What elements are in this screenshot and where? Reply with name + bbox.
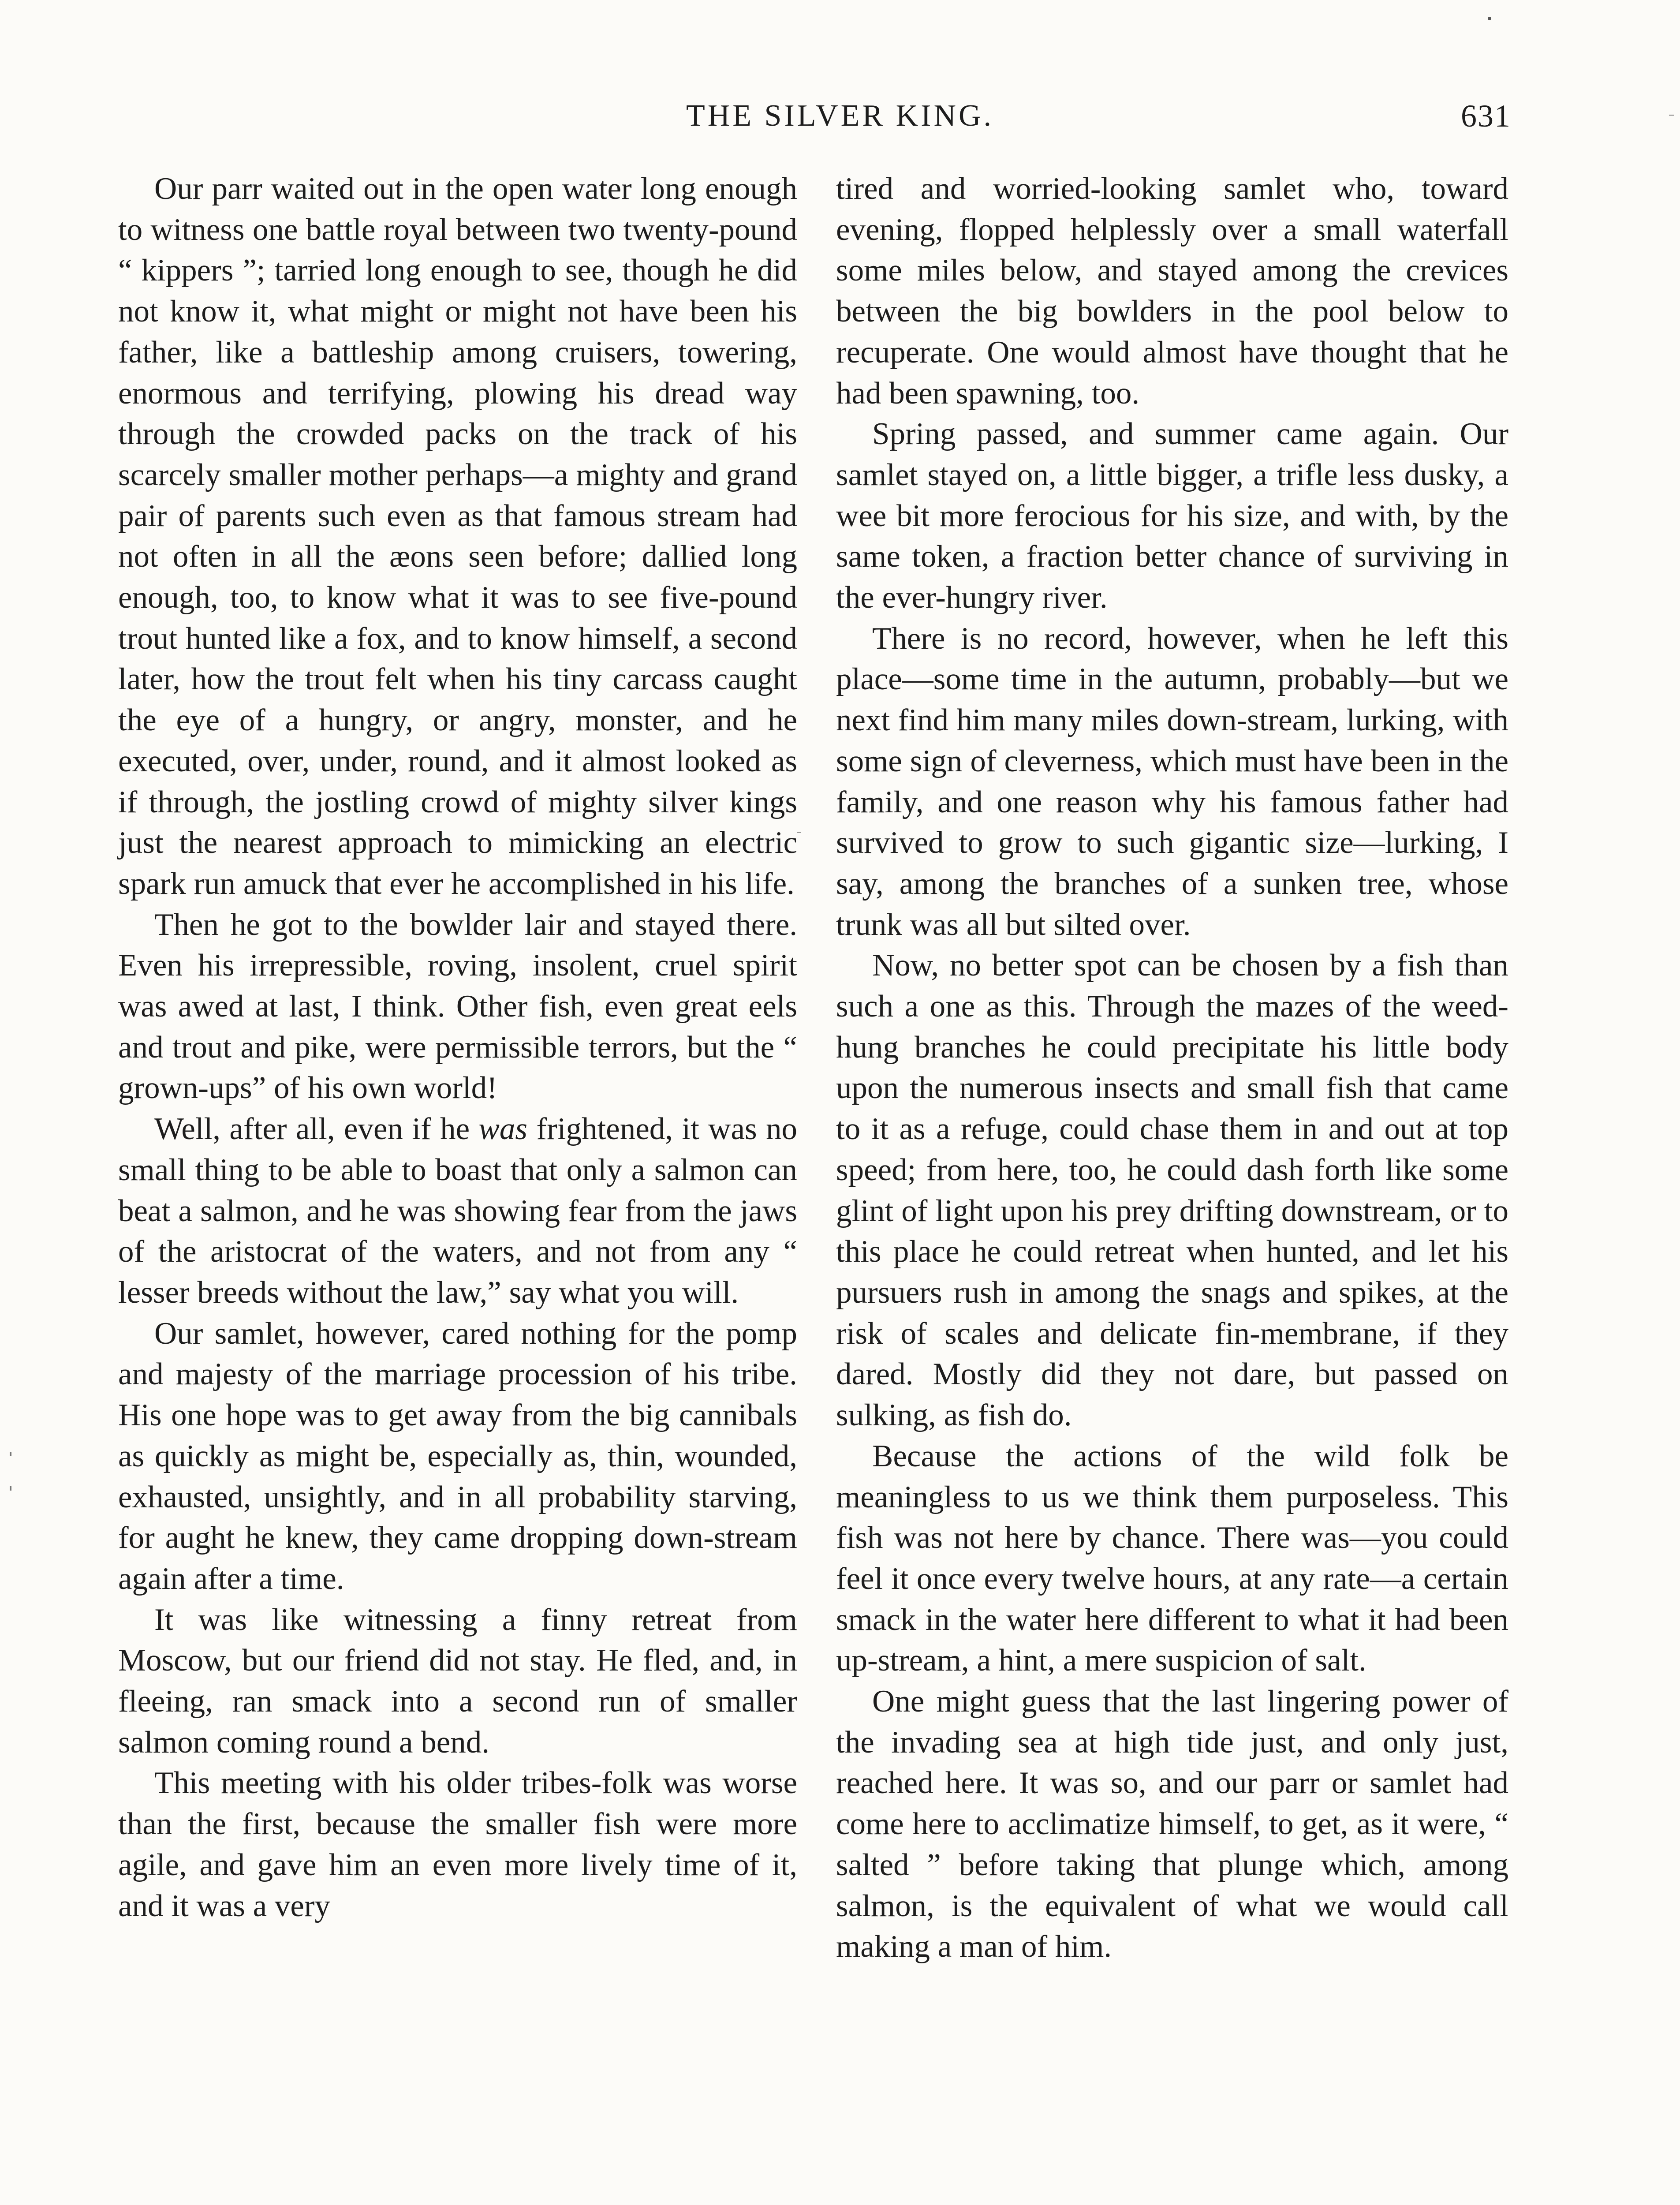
paragraph-finny-retreat: It was like witnessing a finny retreat from Moscow, but our friend did not stay. He fled, and, in fleeing, ran smack into a second run of smaller salmon coming round a bend. [118,1602,797,1760]
paragraph-samlet-cared: Our samlet, however, cared nothing for the pomp and majesty of the marriage procession of his tribe. His one hope was to get away from the big cannibals as quickly as might be, especially as, thin, wounded, exhausted, unsightly, and in all probability starving, for aught he knew, they came dropping down-stream again after a time. [118,1316,797,1596]
paragraph-no-record: There is no record, however, when he left this place—some time in the autumn, probably—but we next find him many miles down-stream, lurking, with some sign of cleverness, which must have been in the family, and one reason why his famous father had survived to grow to such gigantic size—lurking, I say, among the branches of a sunken tree, whose trunk was all but silted over. [836,621,1508,942]
italic-was: was [478,1112,528,1147]
running-title: THE SILVER KING. [686,99,994,133]
gutter-mark [797,832,801,833]
right-column [836,168,1508,1967]
paragraph-wild-folk: Because the actions of the wild folk be meaningless to us we think them purposeless. This fish was not here by chance. There was—you could feel it once every twelve hours, at any rate—a certain smack in the water here different to what it had been up-stream, a hint, a mere suspicion of salt. [836,1439,1508,1678]
margin-mark-left-1 [10,1452,11,1456]
left-column [118,168,797,1926]
paragraph-better-spot: Now, no better spot can be chosen by a fish than such a one as this. Through the mazes of the weed-hung branches he could precipitate his little body upon the numerous insects and small fish that came to it as a refuge, could chase them in and out at top speed; from here, too, he could dash forth like some glint of light upon his prey drifting downstream, or to this place he could retreat when hunted, and let his pursuers rush in among the snags and spikes, at the risk of scales and delicate fin-membrane, if they dared. Mostly did they not dare, but passed on sulking, as fish do. [836,948,1508,1433]
paragraph-meeting-tribes: This meeting with his older tribes-folk was worse than the first, because the smaller fish were more agile, and gave him an even more lively time of it, and it was a very [118,1766,797,1923]
paragraph-parr-waited: Our parr waited out in the open water long enough to witness one battle royal between two twenty-pound “ kippers ”; tarried long enough to see, though he did not know it, what might or might not have been his father, like a battleship among cruisers, towering, enormous and terrifying, plowing his dread way through the crowded packs on the track of his scarcely smaller mother perhaps—a mighty and grand pair of parents such even as that famous stream had not often in all the æons seen before; dallied long enough, too, to know what it was to see five-pound trout hunted like a fox, and to know himself, a second later, how the trout felt when his tiny carcass caught the eye of a hungry, or angry, monster, and he executed, over, under, round, and it almost looked as if through, the jostling crowd of mighty silver kings just the nearest approach to mimicking an electric spark run amuck that ever he accomplished in his life. [118,172,797,901]
margin-mark-left-2 [10,1486,11,1491]
paragraph-after-all [118,1109,797,1313]
paragraph-invading-sea: One might guess that the last lingering power of the invading sea at high tide just, and only just, reached here. It was so, and our parr or samlet had come here to acclimatize himself, to get, as it were, “ salted ” before taking that plunge which, among salmon, is the equivalent of what we would call making a man of him. [836,1684,1508,1964]
paragraph-spring-passed: Spring passed, and summer came again. Our samlet stayed on, a little bigger, a trifle less dusky, a wee bit more ferocious for his size, and with, by the same token, a fraction better chance of surviving in the ever-hungry river. [836,417,1508,615]
paragraph-after-all-start: Well, after all, even if he [154,1112,479,1147]
page-number: 631 [1461,98,1511,134]
paragraph-after-all-end: frightened, it was no small thing to be able to boast that only a salmon can beat a salmon, and he was showing fear from the jaws of the aristocrat of the waters, and not from any “ lesser breeds without the law,” say what you will. [118,1112,797,1310]
paragraph-tired-samlet: tired and worried-looking samlet who, toward evening, flopped helplessly over a small waterfall some miles below, and stayed among the crevices between the big bowlders in the pool below to recuperate. One would almost have thought that he had been spawning, too. [836,172,1508,411]
paragraph-bowlder-lair: Then he got to the bowlder lair and stayed there. Even his irrepressible, roving, insolent, cruel spirit was awed at last, I think. Other fish, even great eels and trout and pike, were permissible terrors, but the “ grown-ups” of his own world! [118,907,797,1106]
speck-top-right [1488,17,1491,20]
running-head [0,96,1680,136]
